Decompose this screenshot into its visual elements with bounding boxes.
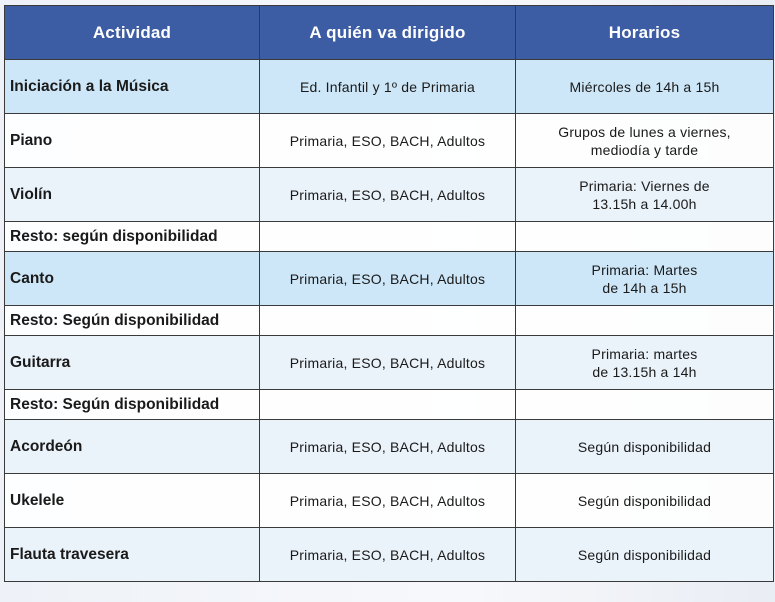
activity-cell: Flauta travesera xyxy=(5,528,260,582)
audience-cell: Primaria, ESO, BACH, Adultos xyxy=(260,528,516,582)
activities-table xyxy=(4,5,774,582)
activity-cell: Guitarra xyxy=(5,336,260,390)
schedule-cell: Según disponibilidad xyxy=(516,420,774,474)
schedule-line: 13.15h a 14.00h xyxy=(592,195,697,212)
audience-cell: Primaria, ESO, BACH, Adultos xyxy=(260,114,516,168)
schedule-cell: Según disponibilidad xyxy=(516,474,774,528)
schedule-cell xyxy=(516,252,774,306)
schedule-line: mediodía y tarde xyxy=(590,141,699,158)
schedule-cell xyxy=(516,336,774,390)
table-header-row xyxy=(5,6,774,60)
header-activity: Actividad xyxy=(5,6,260,60)
activity-cell: Canto xyxy=(5,252,260,306)
schedule-line: Primaria: Martes xyxy=(591,261,698,278)
audience-cell: Primaria, ESO, BACH, Adultos xyxy=(260,168,516,222)
schedule-line: Primaria: Viernes de xyxy=(579,177,710,194)
audience-cell: Primaria, ESO, BACH, Adultos xyxy=(260,420,516,474)
table-row xyxy=(5,528,774,582)
table-row xyxy=(5,306,774,336)
activity-cell: Acordeón xyxy=(5,420,260,474)
schedule-cell xyxy=(516,306,774,336)
table-row xyxy=(5,60,774,114)
activity-cell: Resto: según disponibilidad xyxy=(5,222,260,252)
audience-cell: Primaria, ESO, BACH, Adultos xyxy=(260,474,516,528)
activity-cell: Violín xyxy=(5,168,260,222)
schedule-cell xyxy=(516,114,774,168)
schedule-line: de 14h a 15h xyxy=(602,279,687,296)
header-audience: A quién va dirigido xyxy=(260,6,516,60)
activity-cell: Piano xyxy=(5,114,260,168)
schedule-line: de 13.15h a 14h xyxy=(592,363,697,380)
table-row xyxy=(5,474,774,528)
schedule-cell: Según disponibilidad xyxy=(516,528,774,582)
activity-cell: Resto: Según disponibilidad xyxy=(5,390,260,420)
schedule-line: Primaria: martes xyxy=(591,345,698,362)
table-row xyxy=(5,252,774,306)
schedule-cell xyxy=(516,222,774,252)
audience-cell xyxy=(260,390,516,420)
table-row xyxy=(5,390,774,420)
schedule-line: Miércoles de 14h a 15h xyxy=(569,78,720,95)
audience-cell xyxy=(260,222,516,252)
schedule-cell xyxy=(516,60,774,114)
activity-cell: Iniciación a la Música xyxy=(5,60,260,114)
audience-cell xyxy=(260,306,516,336)
table-row xyxy=(5,222,774,252)
table-row xyxy=(5,114,774,168)
activity-cell: Resto: Según disponibilidad xyxy=(5,306,260,336)
schedule-cell xyxy=(516,390,774,420)
audience-cell: Primaria, ESO, BACH, Adultos xyxy=(260,252,516,306)
table-row xyxy=(5,168,774,222)
audience-cell: Primaria, ESO, BACH, Adultos xyxy=(260,336,516,390)
audience-cell: Ed. Infantil y 1º de Primaria xyxy=(260,60,516,114)
table-row xyxy=(5,420,774,474)
schedule-line: Grupos de lunes a viernes, xyxy=(558,123,731,140)
activity-cell: Ukelele xyxy=(5,474,260,528)
schedule-cell xyxy=(516,168,774,222)
table-row xyxy=(5,336,774,390)
header-schedule: Horarios xyxy=(516,6,774,60)
